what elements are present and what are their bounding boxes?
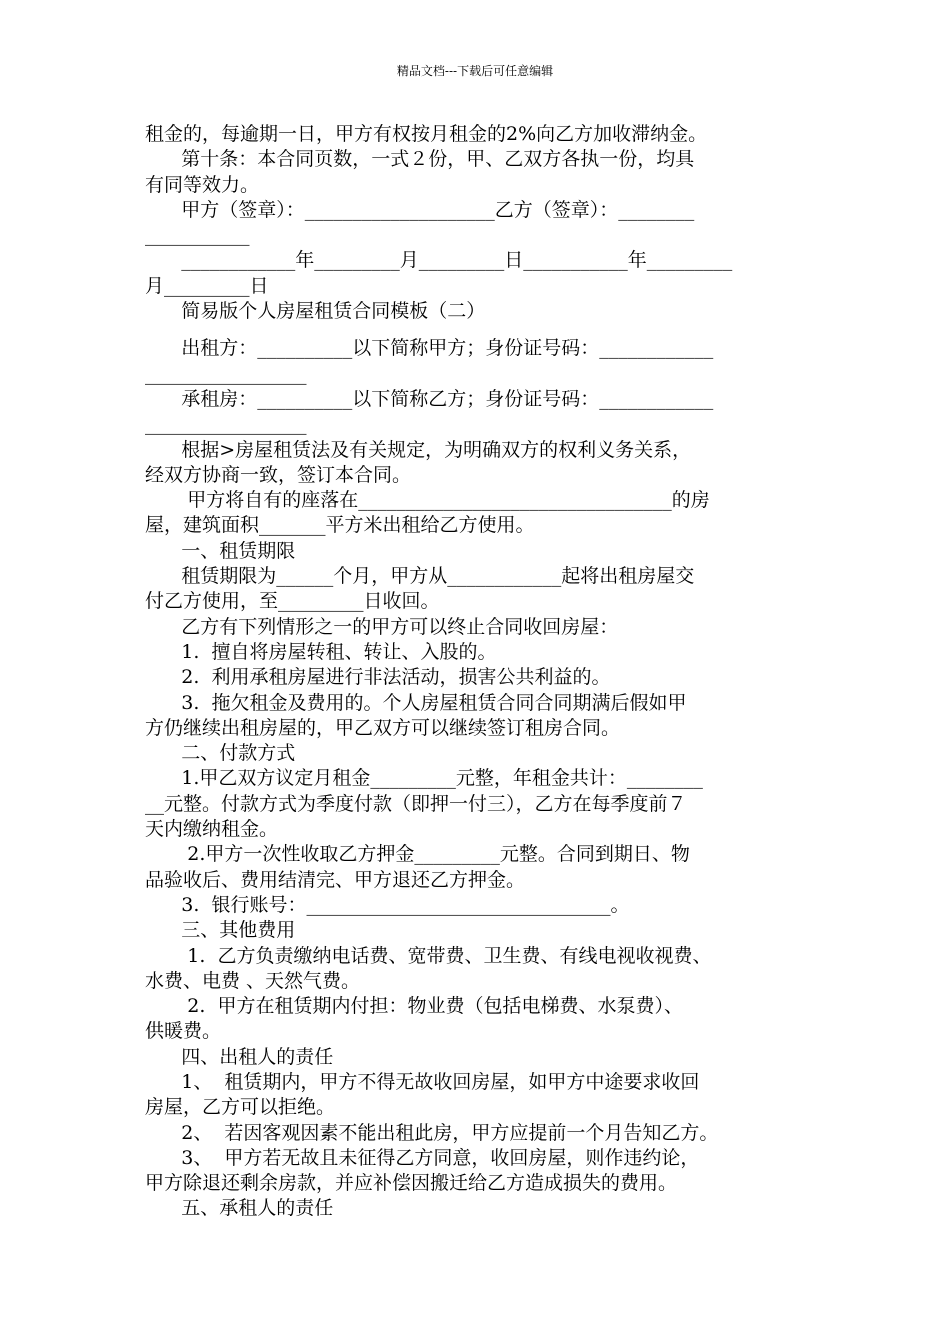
signature-line: ___________ [145,224,250,247]
section-title: 简易版个人房屋租赁合同模板（二） [145,300,486,323]
text-line: 有同等效力。 [145,173,260,196]
text-line: 房屋，乙方可以拒绝。 [145,1096,336,1119]
list-item: 2、 若因客观因素不能出租此房，甲方应提前一个月告知乙方。 [145,1121,719,1144]
list-item: 3. 拖欠租金及费用的。个人房屋租赁合同合同期满后假如甲 [145,691,687,714]
text-line: 甲方除退还剩余房款，并应补偿因搬迁给乙方造成损失的费用。 [145,1172,678,1195]
text-line: 乙方有下列情形之一的甲方可以终止合同收回房屋： [145,615,619,638]
date-line: ____________年_________月_________日___________年_________ [145,249,733,272]
list-item: 1. 乙方负责缴纳电话费、宽带费、卫生费、有线电视收视费、 [145,944,712,967]
section-heading: 五、承租人的责任 [145,1197,334,1220]
date-line: 月_________日 [145,274,269,297]
section-heading: 四、出租人的责任 [145,1045,334,1068]
text-line: 租金的，每逾期一日，甲方有权按月租金的2%向乙方加收滞纳金。 [145,123,708,145]
spacer [145,324,815,336]
section-heading: 一、租赁期限 [145,539,296,562]
list-item: 2.甲方一次性收取乙方押金_________元整。合同到期日、物 [145,843,690,866]
section-heading: 二、付款方式 [145,742,296,765]
text-line: 供暖费。 [145,1020,222,1043]
text-line: 租赁期限为______个月，甲方从____________起将出租房屋交 [145,565,695,588]
list-item: 1. 擅自将房屋转租、转让、入股的。 [145,640,497,663]
text-line: 根据>房屋租赁法及有关规定，为明确双方的权利义务关系， [145,438,692,461]
text-line: 水费、电费 、天然气费。 [145,969,361,992]
text-line: 付乙方使用，至_________日收回。 [145,590,440,613]
section-heading: 三、其他费用 [145,919,296,942]
text-line: __元整。付款方式为季度付款（即押一付三），乙方在每季度前７ [145,792,687,815]
list-item: 3、 甲方若无故且未征得乙方同意，收回房屋，则作违约论， [145,1146,700,1169]
text-line: 第十条：本合同页数，一式２份，甲、乙双方各执一份，均具 [145,148,695,171]
signature-line: 甲方（签章）：____________________乙方（签章）：________ [145,198,695,221]
list-item: 1.甲乙双方议定月租金_________元整，年租金共计：________ [145,767,703,790]
page-header: 精品文档---下载后可任意编辑 [396,64,554,78]
lessee-line: 承租房：__________以下简称乙方；身份证号码：____________ [145,387,714,410]
text-line: 甲方将自有的座落在_________________________________的房 [145,489,710,512]
lessor-line: _________________ [145,362,307,385]
text-line: 方仍继续出租房屋的，甲乙双方可以继续签订租房合同。 [145,716,621,739]
list-item: 3. 银行账号：________________________________。 [145,893,630,916]
text-line: 经双方协商一致，签订本合同。 [145,463,412,486]
list-item: 2. 利用承租房屋进行非法活动，损害公共利益的。 [145,666,611,689]
text-line: 品验收后、费用结清完、甲方退还乙方押金。 [145,868,526,891]
list-item: 2. 甲方在租赁期内付担：物业费（包括电梯费、水泵费）、 [145,995,683,1018]
list-item: 1、 租赁期内，甲方不得无故收回房屋，如甲方中途要求收回 [145,1070,700,1093]
document-body [145,122,815,1222]
text-line: 屋，建筑面积_______平方米出租给乙方使用。 [145,514,535,537]
lessee-line: _________________ [145,413,307,436]
text-line: 天内缴纳租金。 [145,818,279,841]
lessor-line: 出租方：__________以下简称甲方；身份证号码：____________ [145,337,714,360]
